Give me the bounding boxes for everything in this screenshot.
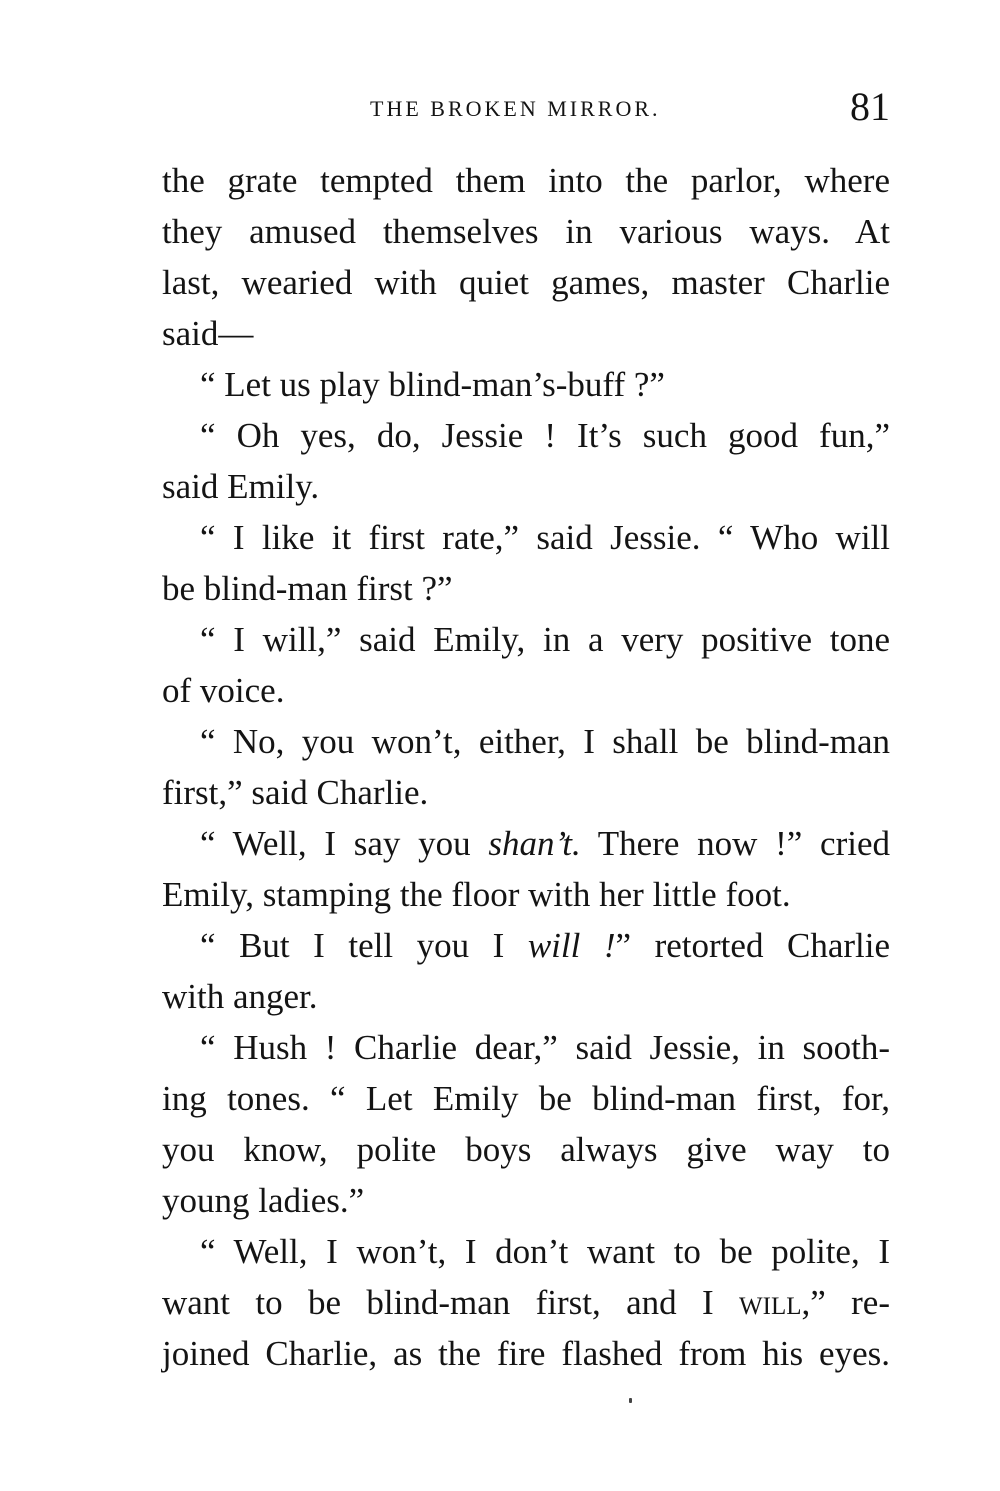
line-text: last, wearied with quiet games, master Charlie [162,263,890,302]
line-text: of voice. [162,671,285,710]
line-text: first,” said Charlie. [162,773,429,812]
line-text: “ Oh yes, do, Jessie ! It’s such good fun,” [200,416,890,455]
line-text: Emily, stamping the floor with her little foot. [162,875,791,914]
line-text: “ Let us play blind-man’s-buff ?” [200,365,665,404]
text-line [162,1277,890,1328]
text-line [162,1022,890,1073]
text-line [162,716,890,767]
text-line [162,410,890,461]
text-line [162,308,890,359]
text-line [162,1124,890,1175]
line-text: you know, polite boys always give way to [162,1130,890,1169]
line-text: they amused themselves in various ways. At [162,212,890,251]
page-number: 81 [850,84,890,129]
line-text: want to be blind-man first, and I [162,1283,740,1322]
line-text: ” retorted Charlie [615,926,890,965]
text-line [162,563,890,614]
text-line [162,767,890,818]
text-line [162,155,890,206]
text-line [162,1226,890,1277]
text-line [162,1073,890,1124]
line-text: “ Well, I won’t, I don’t want to be polite, I [200,1232,890,1271]
italic-text: will ! [527,926,616,965]
text-line [162,461,890,512]
line-text: with anger. [162,977,318,1016]
line-text: young ladies.” [162,1181,365,1220]
text-line [162,614,890,665]
text-line [162,920,890,971]
line-text: said— [162,314,254,353]
text-line [162,818,890,869]
text-line [162,665,890,716]
text-line [162,206,890,257]
body-text [162,155,890,1379]
line-text: be blind-man first ?” [162,569,453,608]
line-text: “ I will,” said Emily, in a very positive tone [200,620,890,659]
italic-text: shan’t. [488,824,581,863]
text-line [162,257,890,308]
line-text: There now !” cried [580,824,890,863]
text-line [162,1328,890,1379]
text-line [162,512,890,563]
text-line [162,971,890,1022]
ink-speck [629,1398,632,1403]
line-text: “ But I tell you I [200,926,528,965]
line-text: “ Well, I say you [200,824,489,863]
small-caps-text: will [739,1283,802,1322]
line-text: “ No, you won’t, either, I shall be blind-man [200,722,890,761]
line-text: the grate tempted them into the parlor, where [162,161,890,200]
text-line [162,869,890,920]
line-text: joined Charlie, as the fire flashed from his eyes. [162,1334,890,1373]
line-text: said Emily. [162,467,320,506]
running-title: THE BROKEN MIRROR. [370,96,661,121]
text-line [162,359,890,410]
line-text: “ I like it first rate,” said Jessie. “ Who will [200,518,890,557]
text-line [162,1175,890,1226]
running-head [162,82,890,132]
line-text: ing tones. “ Let Emily be blind-man first, for, [162,1079,890,1118]
line-text: “ Hush ! Charlie dear,” said Jessie, in sooth- [200,1028,890,1067]
line-text: ,” re- [801,1283,890,1322]
